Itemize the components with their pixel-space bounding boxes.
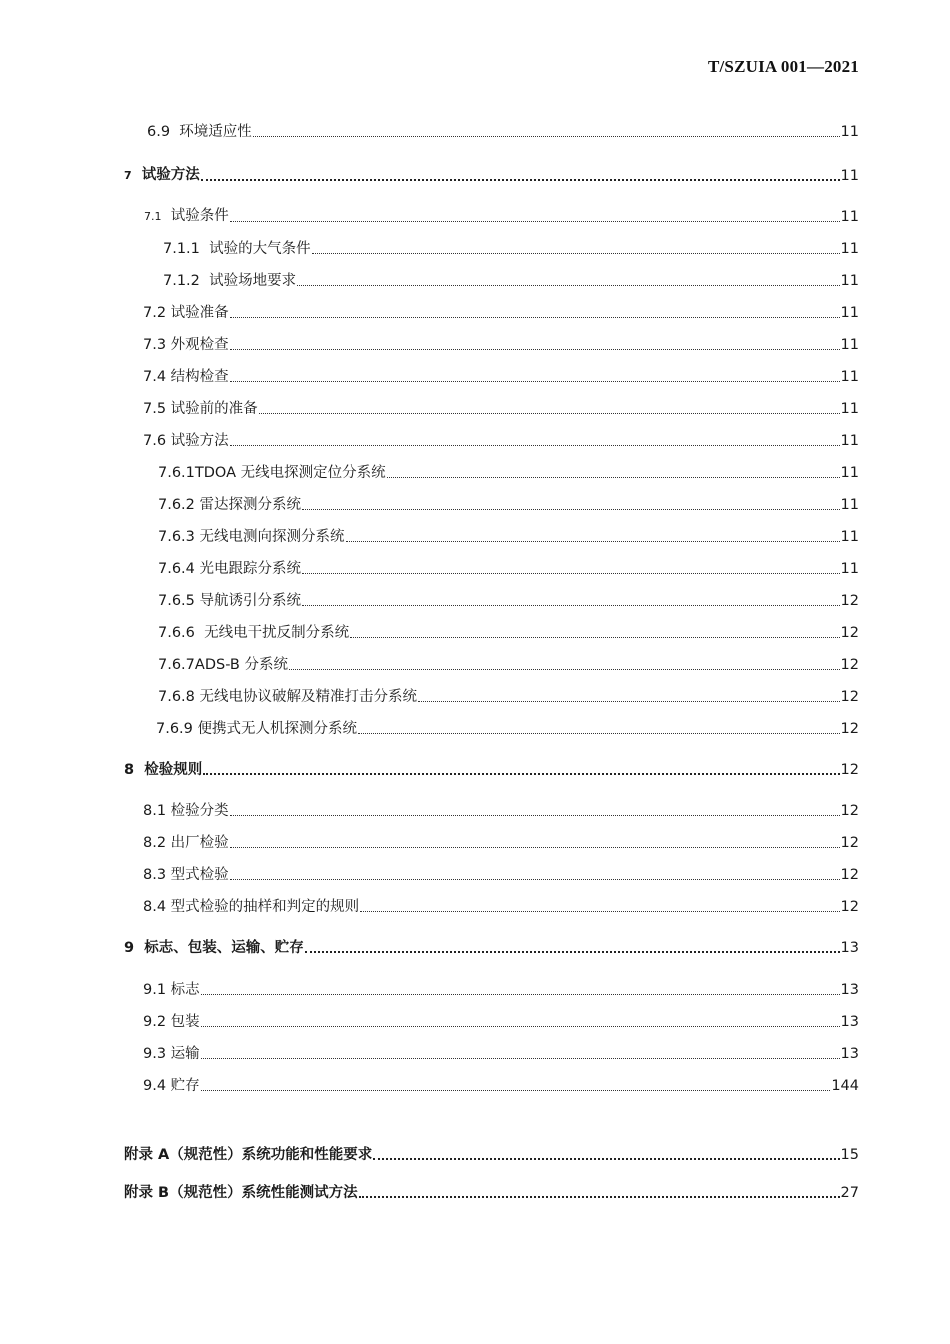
toc-page-number: 12 (840, 803, 859, 819)
toc-leader-dots (201, 1089, 831, 1091)
toc-entry-number: 7.6.2 (158, 497, 195, 513)
toc-entry-title: 出厂检验 (170, 835, 229, 851)
toc-entry-number: 7.6.9 (156, 721, 193, 737)
toc-entry-number: 9.1 (143, 982, 167, 998)
toc-entry-number: 8.1 (143, 803, 167, 819)
toc-leader-dots (350, 636, 839, 638)
toc-entry-9-2[interactable] (143, 1012, 859, 1032)
toc-leader-dots (230, 814, 840, 816)
toc-entry-title: ADS-B 分系统 (194, 657, 288, 673)
toc-leader-dots (359, 1195, 840, 1198)
toc-entry-label (143, 897, 359, 917)
toc-entry-7[interactable] (124, 166, 859, 186)
toc-entry-title: 结构检查 (170, 369, 229, 385)
document-code: T/SZUIA 001—2021 (707, 57, 859, 76)
toc-entry-7-6-9[interactable] (156, 719, 859, 739)
toc-entry-number: 7.1.1 (163, 241, 200, 257)
toc-page-number: 12 (840, 867, 859, 883)
toc-entry-number: 9 (124, 940, 135, 956)
toc-entry-title: 试验的大气条件 (209, 241, 311, 257)
toc-entry-number: 7.1 (144, 210, 162, 223)
toc-leader-dots (358, 732, 840, 734)
toc-entry-number: 7.1.2 (163, 273, 200, 289)
toc-entry-label (143, 399, 258, 419)
toc-entry-number: 9.2 (143, 1014, 167, 1030)
toc-entry-8-3[interactable] (143, 865, 859, 885)
toc-entry-number: 7.3 (143, 337, 167, 353)
toc-page-number: 11 (840, 241, 859, 257)
toc-leader-dots (418, 700, 840, 702)
toc-entry-label (143, 980, 200, 1000)
toc-entry-7-1[interactable] (144, 207, 859, 227)
toc-entry-7-6-4[interactable] (158, 559, 859, 579)
toc-page-number: 11 (840, 273, 859, 289)
toc-entry-number: 7.6.4 (158, 561, 195, 577)
toc-entry-title: 试验场地要求 (209, 273, 297, 289)
toc-entry-title: （规范性）系统功能和性能要求 (169, 1147, 373, 1163)
toc-entry-number: 附录 B (124, 1185, 170, 1201)
toc-entry-title: 导航诱引分系统 (199, 593, 302, 609)
toc-leader-dots (302, 604, 840, 606)
toc-entry-label (124, 1145, 372, 1165)
toc-entry-title: （规范性）系统性能测试方法 (169, 1185, 358, 1201)
toc-leader-dots (373, 1157, 839, 1160)
toc-entry-title: 运输 (170, 1046, 200, 1062)
toc-leader-dots (302, 508, 840, 510)
toc-page-number: 11 (840, 209, 859, 225)
toc-page-number: 11 (840, 497, 859, 513)
toc-entry-9[interactable] (124, 938, 859, 958)
toc-entry-title: 便携式无人机探测分系统 (197, 721, 358, 737)
toc-page-number: 12 (840, 593, 859, 609)
toc-entry-label (158, 559, 301, 579)
toc-entry-title: 外观检查 (170, 337, 229, 353)
toc-page-number: 11 (840, 401, 859, 417)
toc-entry-title: 试验方法 (141, 167, 200, 183)
toc-leader-dots (201, 1025, 840, 1027)
toc-entry-title: 贮存 (170, 1078, 200, 1094)
toc-entry-appendix-b[interactable] (124, 1183, 859, 1203)
toc-entry-7-6-6[interactable] (158, 623, 859, 643)
toc-entry-title: 包装 (170, 1014, 200, 1030)
toc-entry-number: 7.6.1 (158, 465, 195, 481)
toc-entry-title: 型式检验的抽样和判定的规则 (170, 899, 360, 915)
toc-page-number: 11 (840, 561, 859, 577)
toc-entry-label (158, 463, 386, 483)
toc-leader-dots (230, 846, 840, 848)
toc-entry-7-6-8[interactable] (158, 687, 859, 707)
toc-entry-appendix-a[interactable] (124, 1145, 859, 1165)
toc-entry-number: 9.3 (143, 1046, 167, 1062)
toc-entry-6-9[interactable] (147, 122, 859, 142)
toc-entry-label (143, 1076, 200, 1096)
toc-entry-9-3[interactable] (143, 1044, 859, 1064)
toc-entry-7-5[interactable] (143, 399, 859, 419)
toc-entry-7-4[interactable] (143, 367, 859, 387)
toc-entry-title: 标志、包装、运输、贮存 (144, 940, 304, 956)
toc-page-number: 11 (840, 168, 859, 184)
toc-entry-7-6-7[interactable] (158, 655, 859, 675)
toc-entry-number: 8.3 (143, 867, 167, 883)
toc-entry-label (143, 801, 229, 821)
toc-leader-dots (201, 178, 840, 181)
toc-entry-8-1[interactable] (143, 801, 859, 821)
toc-page-number: 27 (840, 1185, 859, 1201)
toc-page-number: 11 (840, 433, 859, 449)
toc-entry-label (143, 431, 229, 451)
toc-entry-label (143, 1012, 200, 1032)
toc-entry-number: 7.6.3 (158, 529, 195, 545)
toc-leader-dots (230, 348, 840, 350)
toc-entry-number: 8.4 (143, 899, 167, 915)
toc-entry-title: 检验分类 (170, 803, 229, 819)
toc-entry-label (143, 1044, 200, 1064)
toc-entry-title: TDOA 无线电探测定位分系统 (194, 465, 386, 481)
toc-entry-number: 6.9 (147, 124, 171, 140)
toc-entry-title: 试验前的准备 (170, 401, 258, 417)
toc-entry-7-6[interactable] (143, 431, 859, 451)
toc-entry-7-6-3[interactable] (158, 527, 859, 547)
toc-entry-number: 7.6.6 (158, 625, 195, 641)
toc-entry-7-2[interactable] (143, 303, 859, 323)
toc-entry-label (158, 527, 345, 547)
toc-entry-title: 光电跟踪分系统 (199, 561, 302, 577)
toc-entry-9-1[interactable] (143, 980, 859, 1000)
toc-entry-label (143, 865, 229, 885)
toc-entry-number: 7 (124, 169, 132, 182)
toc-entry-label (124, 165, 200, 186)
toc-page-number: 12 (840, 721, 859, 737)
toc-entry-number: 7.6.8 (158, 689, 195, 705)
toc-entry-7-6-2[interactable] (158, 495, 859, 515)
toc-leader-dots (305, 950, 840, 953)
toc-entry-number: 8 (124, 762, 135, 778)
toc-entry-label (124, 938, 304, 958)
toc-entry-title: 无线电干扰反制分系统 (204, 625, 350, 641)
toc-entry-label (143, 833, 229, 853)
toc-entry-title: 型式检验 (170, 867, 229, 883)
toc-leader-dots (289, 668, 840, 670)
toc-page-number: 144 (831, 1078, 859, 1094)
toc-leader-dots (230, 380, 840, 382)
toc-entry-number: 7.6.7 (158, 657, 195, 673)
toc-page-number: 11 (840, 369, 859, 385)
toc-entry-title: 检验规则 (144, 762, 203, 778)
toc-page-number: 11 (840, 305, 859, 321)
toc-page-number: 11 (840, 465, 859, 481)
toc-entry-number: 9.4 (143, 1078, 167, 1094)
toc-entry-8[interactable] (124, 760, 859, 780)
toc-entry-label (158, 591, 301, 611)
toc-page-number: 11 (840, 337, 859, 353)
toc-entry-number: 8.2 (143, 835, 167, 851)
toc-entry-7-1-2[interactable] (163, 271, 859, 291)
toc-entry-7-6-1[interactable] (158, 463, 859, 483)
toc-entry-label (144, 206, 229, 227)
toc-page-number: 12 (840, 762, 859, 778)
toc-entry-7-1-1[interactable] (163, 239, 859, 259)
toc-leader-dots (230, 444, 840, 446)
toc-leader-dots (259, 412, 840, 414)
toc-entry-number: 附录 A (124, 1147, 170, 1163)
toc-leader-dots (360, 910, 839, 912)
toc-page-number: 12 (840, 689, 859, 705)
toc-entry-title: 无线电协议破解及精准打击分系统 (199, 689, 418, 705)
toc-entry-label (158, 623, 349, 643)
toc-leader-dots (387, 476, 840, 478)
toc-leader-dots (312, 252, 840, 254)
toc-leader-dots (230, 878, 840, 880)
toc-leader-dots (230, 316, 840, 318)
toc-entry-number: 7.6 (143, 433, 167, 449)
toc-leader-dots (297, 284, 839, 286)
toc-entry-7-6-5[interactable] (158, 591, 859, 611)
toc-page-number: 12 (840, 899, 859, 915)
toc-leader-dots (230, 220, 840, 222)
toc-page-number: 13 (840, 1014, 859, 1030)
toc-page-number: 12 (840, 657, 859, 673)
toc-entry-label (143, 367, 229, 387)
toc-entry-label (158, 495, 301, 515)
toc-page-number: 11 (840, 124, 859, 140)
toc-entry-title: 试验准备 (170, 305, 229, 321)
toc-entry-title: 无线电测向探测分系统 (199, 529, 345, 545)
toc-entry-9-4[interactable] (143, 1076, 859, 1096)
toc-entry-label (143, 335, 229, 355)
toc-leader-dots (302, 572, 840, 574)
toc-leader-dots (346, 540, 840, 542)
toc-entry-title: 试验条件 (170, 208, 229, 224)
toc-entry-title: 标志 (170, 982, 200, 998)
toc-page-number: 15 (840, 1147, 859, 1163)
toc-page-number: 13 (840, 940, 859, 956)
toc-entry-number: 7.5 (143, 401, 167, 417)
toc-entry-label (158, 655, 288, 675)
toc-entry-7-3[interactable] (143, 335, 859, 355)
toc-page-number: 11 (840, 529, 859, 545)
toc-entry-label (143, 303, 229, 323)
toc-entry-number: 7.2 (143, 305, 167, 321)
toc-leader-dots (253, 135, 840, 137)
toc-entry-8-2[interactable] (143, 833, 859, 853)
toc-entry-label (147, 122, 252, 142)
toc-entry-title: 雷达探测分系统 (199, 497, 302, 513)
toc-page-number: 12 (840, 835, 859, 851)
toc-entry-title: 环境适应性 (179, 124, 252, 140)
toc-leader-dots (201, 1057, 840, 1059)
toc-leader-dots (201, 993, 840, 995)
toc-entry-label (158, 687, 417, 707)
toc-page-number: 13 (840, 1046, 859, 1062)
toc-entry-number: 7.6.5 (158, 593, 195, 609)
toc-entry-label (156, 719, 357, 739)
toc-entry-label (124, 1183, 358, 1203)
toc-page-number: 13 (840, 982, 859, 998)
toc-entry-number: 7.4 (143, 369, 167, 385)
toc-page-number: 12 (840, 625, 859, 641)
toc-entry-label (163, 239, 311, 259)
toc-entry-label (124, 760, 202, 780)
toc-entry-label (163, 271, 296, 291)
toc-leader-dots (203, 772, 839, 775)
toc-entry-title: 试验方法 (170, 433, 229, 449)
toc-entry-8-4[interactable] (143, 897, 859, 917)
